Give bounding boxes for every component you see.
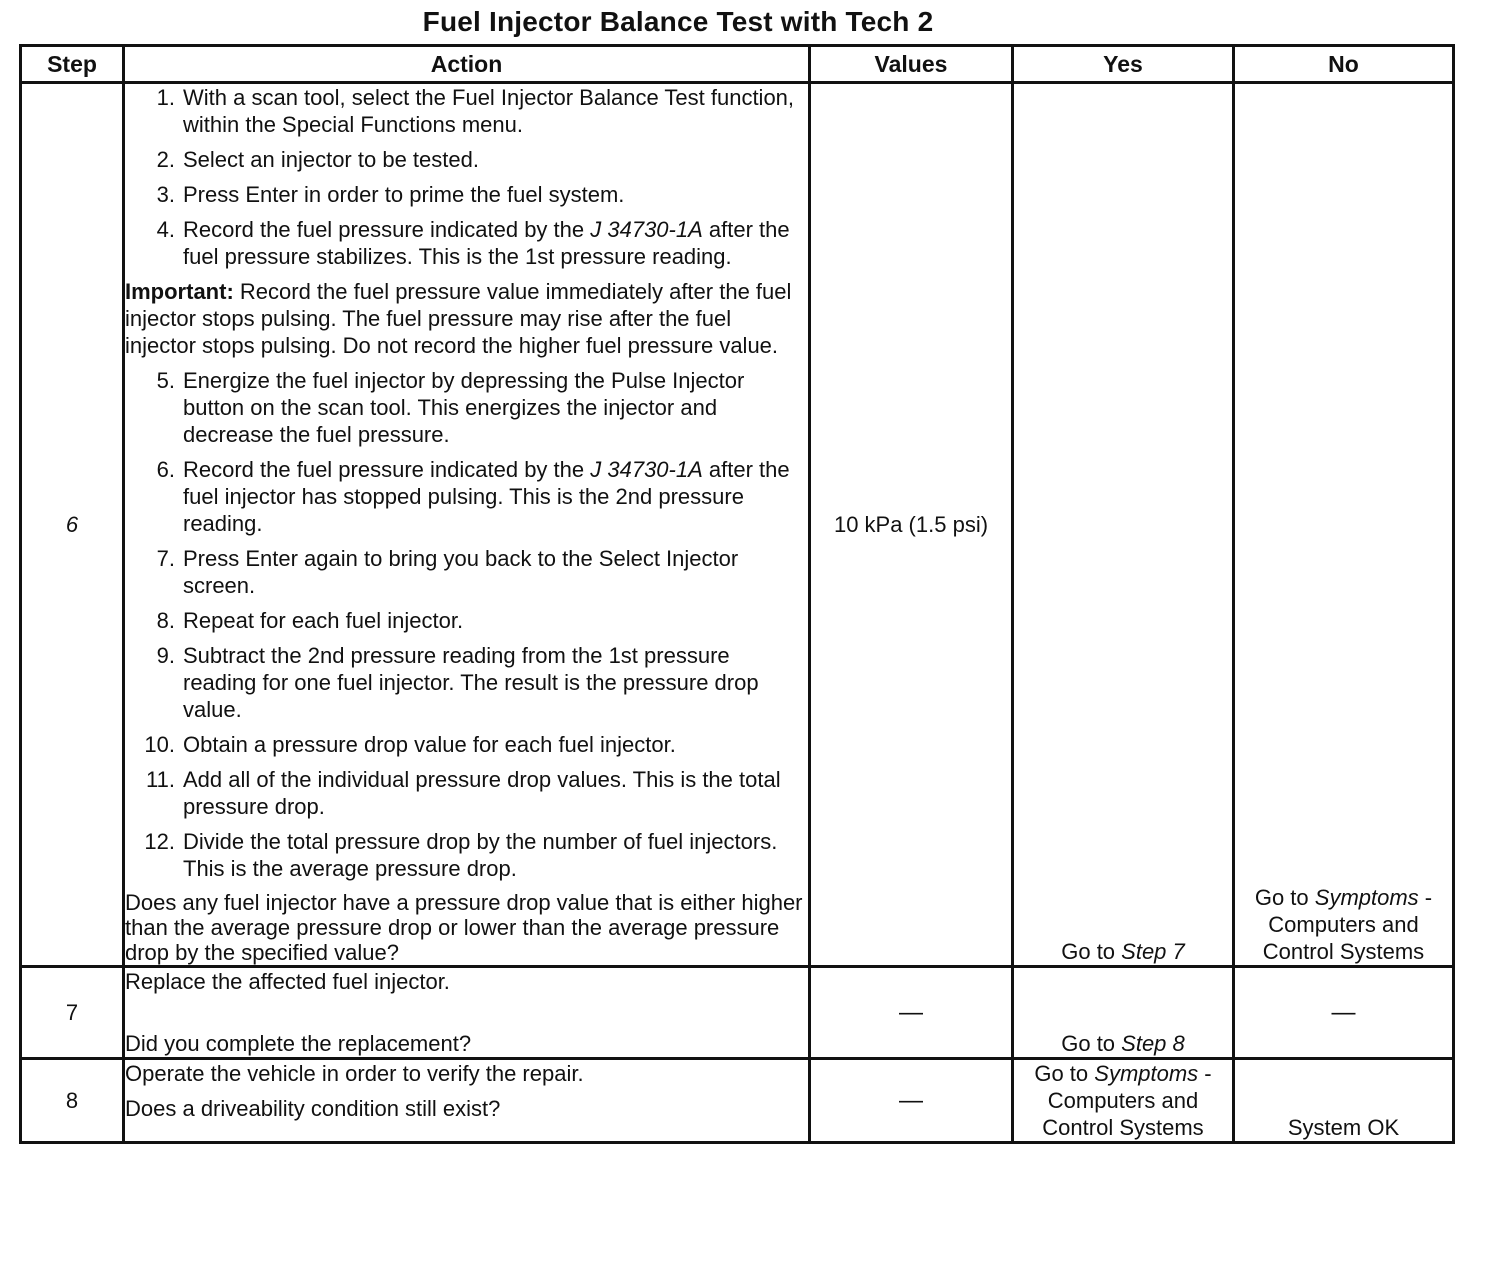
values-cell: — xyxy=(810,1059,1013,1143)
step-row-7 xyxy=(21,967,1454,1059)
decision-question: Does any fuel injector have a pressure drop value that is either higher than the average pressure drop or lower than the average pressure drop by the specified value? xyxy=(125,890,803,965)
values-cell: 10 kPa (1.5 psi) xyxy=(810,83,1013,967)
step-row-6 xyxy=(21,83,1454,967)
list-item: 9. Subtract the 2nd pressure reading from the 1st pressure reading for one fuel injector. The result is the pressure drop value. xyxy=(156,643,759,722)
step-number: 8 xyxy=(21,1059,124,1143)
action-steps-b xyxy=(125,367,808,882)
header-yes: Yes xyxy=(1013,46,1234,83)
header-action: Action xyxy=(124,46,810,83)
action-steps-a xyxy=(125,84,808,270)
action-cell xyxy=(124,967,810,1059)
decision-question: Does a driveability condition still exist? xyxy=(125,1096,501,1121)
symptoms-link[interactable]: Symptoms xyxy=(1314,885,1419,910)
list-item: 4. Record the fuel pressure indicated by the J 34730-1A after the fuel pressure stabilizes. This is the 1st pressure reading. xyxy=(156,217,790,269)
important-note: Important: Record the fuel pressure value immediately after the fuel injector stops pulsing. The fuel pressure may rise after the fuel injector stops pulsing. Do not record the higher fuel pressure value. xyxy=(125,279,792,358)
list-item: 10. Obtain a pressure drop value for each fuel injector. xyxy=(144,732,676,757)
no-cell: Go to Symptoms - Computers and Control Systems xyxy=(1234,83,1454,967)
tool-reference: J 34730-1A xyxy=(590,457,703,482)
yes-cell: Go to Step 7 xyxy=(1013,83,1234,967)
header-values: Values xyxy=(810,46,1013,83)
diagnostic-table xyxy=(19,44,1455,1144)
list-item: 6. Record the fuel pressure indicated by the J 34730-1A after the fuel injector has stopped pulsing. This is the 2nd pressure reading. xyxy=(156,457,790,536)
yes-cell: Go to Step 8 xyxy=(1013,967,1234,1059)
yes-cell: Go to Symptoms - Computers and Control Systems xyxy=(1013,1059,1234,1143)
step-number: 6 xyxy=(21,83,124,967)
step-row-8 xyxy=(21,1059,1454,1143)
list-item: 7. Press Enter again to bring you back to the Select Injector screen. xyxy=(156,546,739,598)
list-item: 8. Repeat for each fuel injector. xyxy=(156,608,464,633)
values-cell: — xyxy=(810,967,1013,1059)
list-item: 3. Press Enter in order to prime the fuel system. xyxy=(156,182,625,207)
header-no: No xyxy=(1234,46,1454,83)
list-item: 2. Select an injector to be tested. xyxy=(156,147,479,172)
no-cell: — xyxy=(1234,967,1454,1059)
symptoms-link[interactable]: Symptoms xyxy=(1094,1061,1199,1086)
tool-reference: J 34730-1A xyxy=(590,217,703,242)
header-row xyxy=(21,46,1454,83)
action-text: Operate the vehicle in order to verify the repair. xyxy=(125,1061,584,1086)
important-label: Important: xyxy=(125,279,234,304)
action-cell xyxy=(124,1059,810,1143)
document-title: Fuel Injector Balance Test with Tech 2 xyxy=(422,6,934,37)
no-cell: System OK xyxy=(1234,1059,1454,1143)
list-item: 1. With a scan tool, select the Fuel Injector Balance Test function, within the Special Functions menu. xyxy=(156,85,795,137)
step-number: 7 xyxy=(21,967,124,1059)
step-link[interactable]: Step 8 xyxy=(1121,1031,1185,1056)
list-item: 12. Divide the total pressure drop by the number of fuel injectors. This is the average pressure drop. xyxy=(144,829,778,881)
action-cell xyxy=(124,83,810,967)
list-item: 11. Add all of the individual pressure drop values. This is the total pressure drop. xyxy=(146,767,781,819)
header-step: Step xyxy=(21,46,124,83)
step-link[interactable]: Step 7 xyxy=(1121,939,1185,964)
action-text: Replace the affected fuel injector. xyxy=(125,969,450,994)
list-item: 5. Energize the fuel injector by depressing the Pulse Injector button on the scan tool. This energizes the injector and decrease the fuel pressure. xyxy=(156,368,745,447)
decision-question: Did you complete the replacement? xyxy=(125,1031,472,1056)
